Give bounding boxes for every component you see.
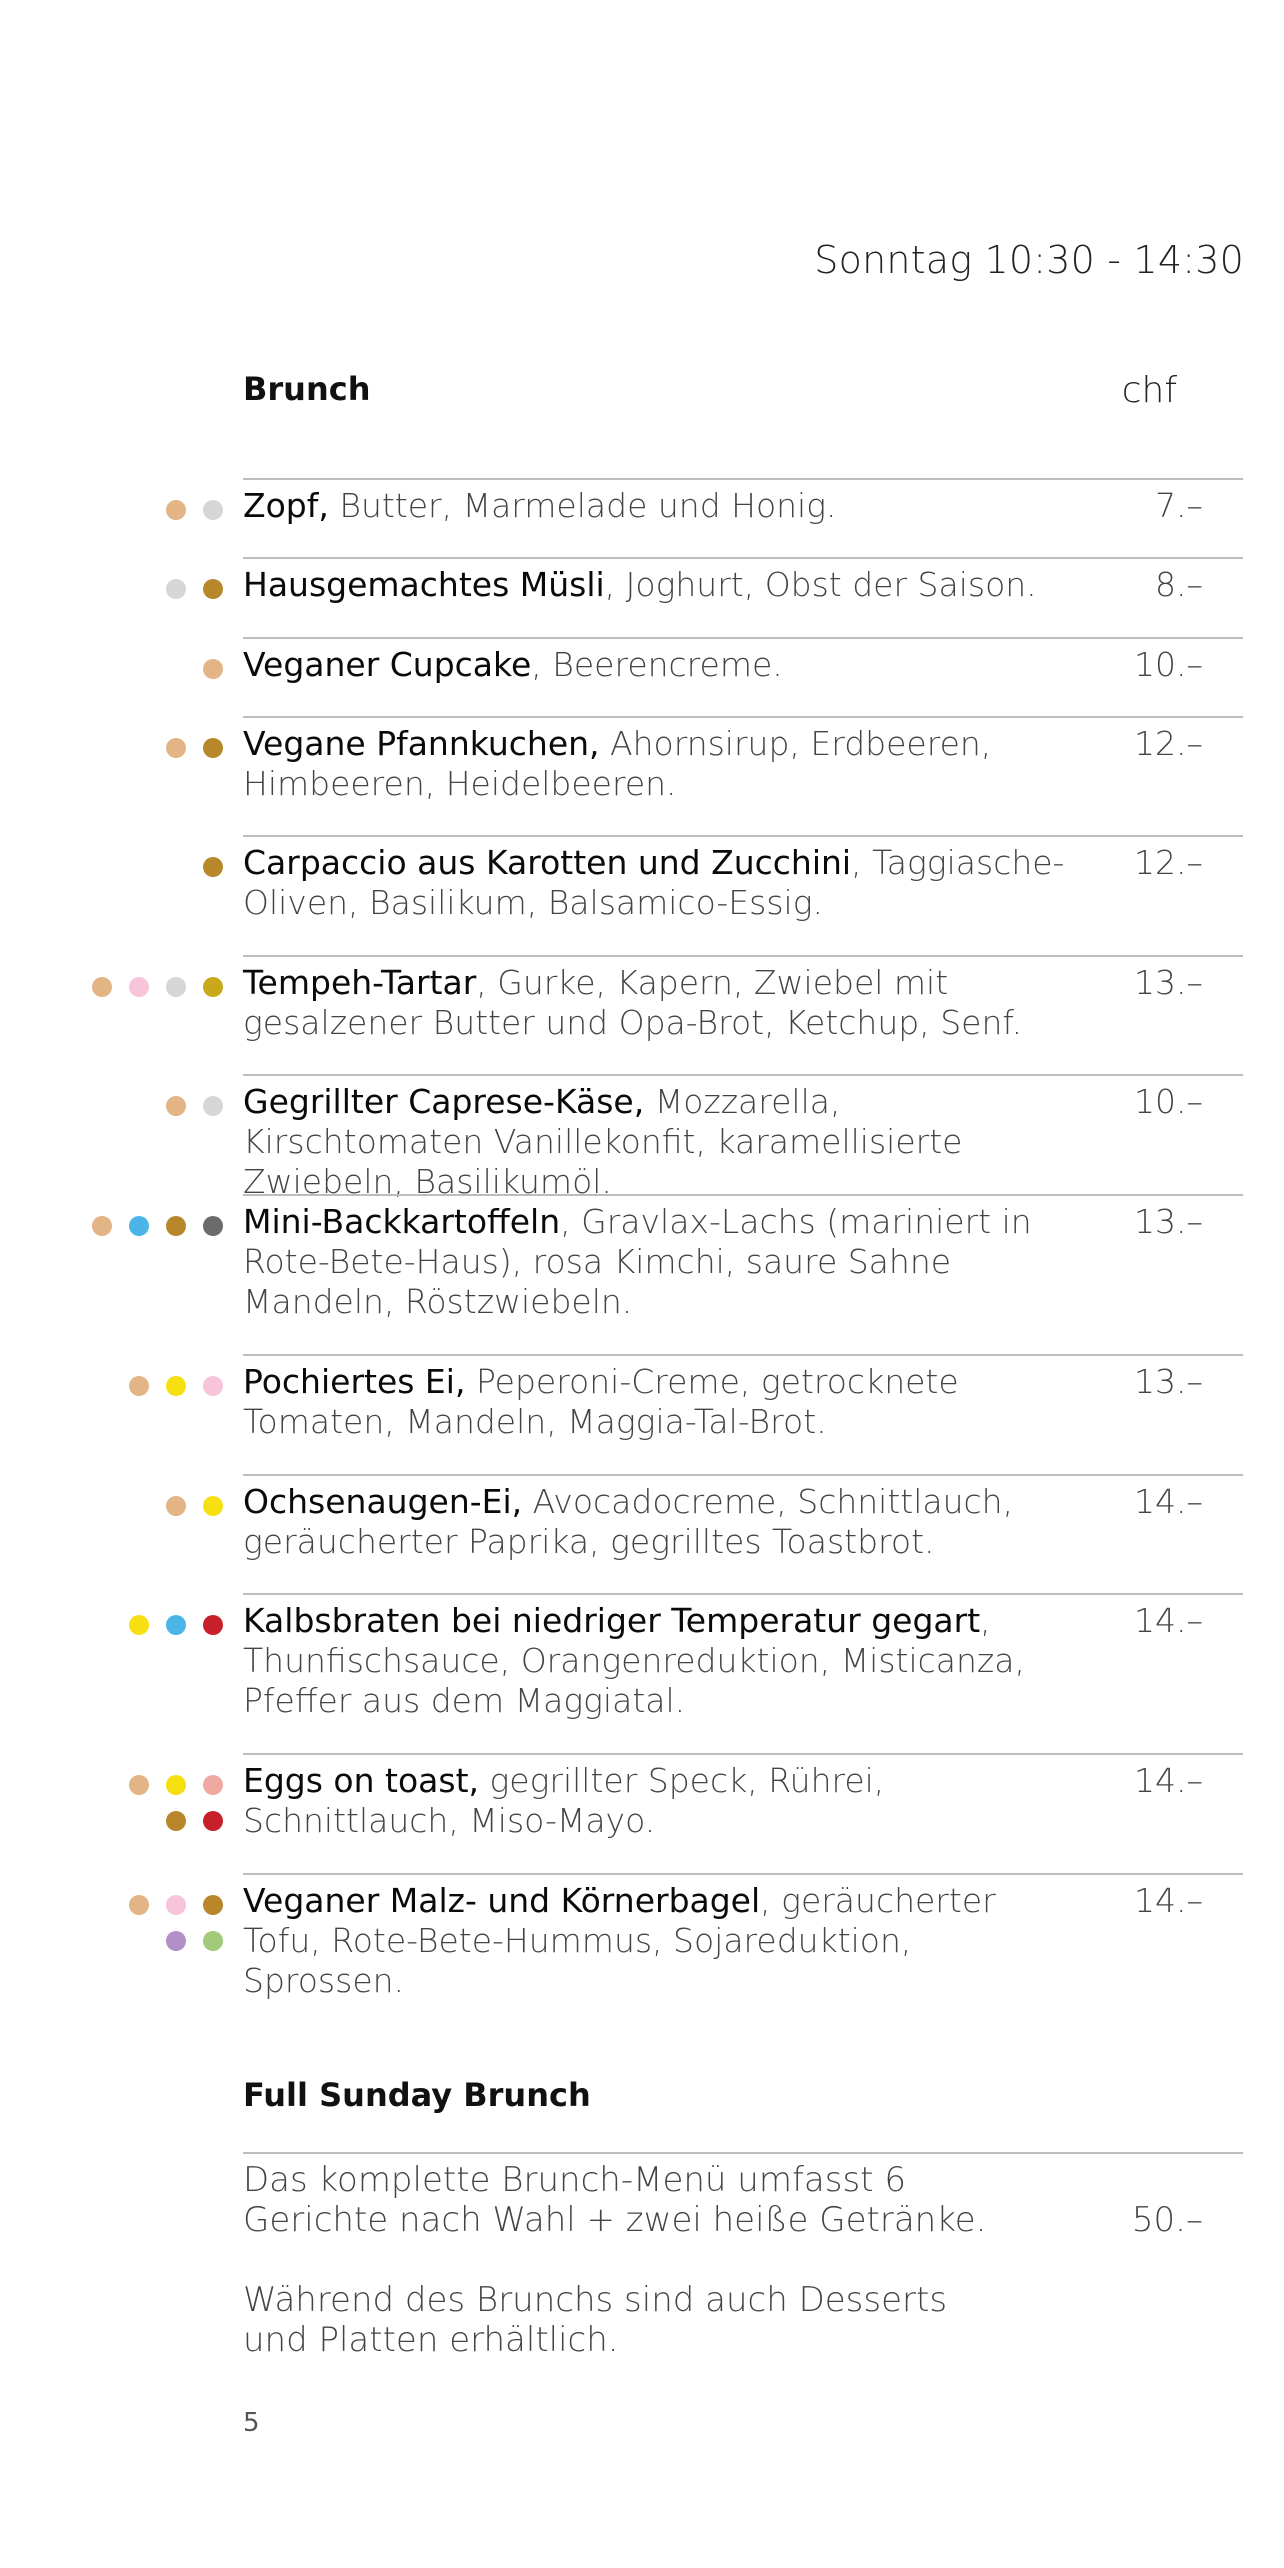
menu-item-description: Avocadocreme, Schnittlauch, geräucherter Paprika, gegrilltes Toastbrot.	[243, 1482, 1014, 1561]
menu-item-text	[243, 645, 1073, 685]
page-number: 5	[243, 2408, 260, 2438]
dietary-dot-icon	[129, 1615, 149, 1635]
dietary-dot-icon	[203, 977, 223, 997]
menu-item	[243, 1593, 1243, 1753]
currency-label: chf	[1121, 370, 1177, 411]
dietary-dots	[203, 857, 223, 877]
menu-item-text	[243, 1881, 1073, 2001]
menu-item-price: 13.–	[1134, 963, 1203, 1002]
dietary-dot-icon	[203, 1496, 223, 1516]
menu-item-text	[243, 1202, 1073, 1322]
menu-item	[243, 637, 1243, 716]
section-title-brunch: Brunch	[243, 370, 371, 408]
dietary-dot-icon	[166, 1615, 186, 1635]
dietary-dot-icon	[203, 1376, 223, 1396]
menu-item-text	[243, 1761, 1073, 1841]
menu-item-description: gegrillter Speck, Rührei, Schnittlauch, Miso-Mayo.	[243, 1761, 885, 1840]
dietary-dots	[129, 1775, 223, 1831]
dietary-dot-icon	[166, 500, 186, 520]
menu-item	[243, 1354, 1243, 1474]
menu-item-description: Ahornsirup, Erdbeeren, Himbeeren, Heidelbeeren.	[243, 724, 992, 803]
dietary-dot-icon	[166, 977, 186, 997]
dietary-dot-icon	[203, 857, 223, 877]
dietary-dot-icon	[203, 1615, 223, 1635]
menu-item-price: 12.–	[1134, 843, 1203, 882]
menu-item-price: 7.–	[1155, 486, 1203, 525]
menu-item-text	[243, 1601, 1073, 1721]
dietary-dot-icon	[166, 1216, 186, 1236]
menu-item-price: 13.–	[1134, 1362, 1203, 1401]
dietary-dot-icon	[203, 1775, 223, 1795]
menu-item-name: Ochsenaugen-Ei,	[243, 1482, 523, 1521]
full-brunch-note: Während des Brunchs sind auch Desserts und Platten erhältlich.	[243, 2280, 948, 2360]
menu-item-name: Kalbsbraten bei niedriger Temperatur gegart	[243, 1601, 981, 1640]
dietary-dots	[166, 738, 223, 758]
menu-item-description: , Beerencreme.	[531, 645, 783, 684]
dietary-dot-icon	[166, 1096, 186, 1116]
menu-item-description: Peperoni-Creme, getrocknete Tomaten, Mandeln, Maggia-Tal-Brot.	[243, 1362, 959, 1441]
menu-item-price: 14.–	[1134, 1761, 1203, 1800]
menu-item-price: 14.–	[1134, 1601, 1203, 1640]
menu-item-price: 14.–	[1134, 1881, 1203, 1920]
menu-item-name: Pochiertes Ei,	[243, 1362, 466, 1401]
menu-item-description: , Gurke, Kapern, Zwiebel mit gesalzener Butter und Opa-Brot, Ketchup, Senf.	[243, 963, 1023, 1042]
menu-item	[243, 1194, 1243, 1354]
menu-item-name: Eggs on toast,	[243, 1761, 479, 1800]
dietary-dot-icon	[203, 738, 223, 758]
menu-item-description: , Taggiasche-Oliven, Basilikum, Balsamico-Essig.	[243, 843, 1065, 922]
dietary-dot-icon	[129, 1376, 149, 1396]
menu-item-name: Hausgemachtes Müsli	[243, 565, 605, 604]
dietary-dot-icon	[166, 1496, 186, 1516]
dietary-dot-icon	[203, 1216, 223, 1236]
dietary-dots	[92, 977, 223, 997]
dietary-dot-icon	[166, 1895, 186, 1915]
menu-item-text	[243, 963, 1073, 1043]
menu-item-text	[243, 1362, 1073, 1442]
dietary-dot-icon	[166, 738, 186, 758]
dietary-dots	[129, 1895, 223, 1951]
dietary-dot-icon	[203, 1895, 223, 1915]
menu-item-text	[243, 724, 1073, 804]
menu-item-name: Zopf,	[243, 486, 329, 525]
full-brunch-price: 50.–	[1131, 2200, 1203, 2240]
dietary-dots	[166, 579, 223, 599]
menu-item-description: , Gravlax-Lachs (mariniert in Rote-Bete-Haus), rosa Kimchi, saure Sahne Mandeln, Röstzwiebeln.	[243, 1202, 1032, 1321]
menu-item-description: , Joghurt, Obst der Saison.	[604, 565, 1037, 604]
dietary-dots	[129, 1615, 223, 1635]
menu-item-name: Veganer Malz- und Körnerbagel	[243, 1881, 761, 1920]
dietary-dots	[203, 659, 223, 679]
menu-item-price: 10.–	[1134, 1082, 1203, 1121]
menu-item	[243, 478, 1243, 557]
menu-item-description: Mozzarella, Kirschtomaten Vanillekonfit, karamellisierte Zwiebeln, Basilikumöl.	[243, 1082, 963, 1201]
dietary-dot-icon	[203, 500, 223, 520]
full-brunch-description: Das komplette Brunch-Menü umfasst 6 Gerichte nach Wahl + zwei heiße Getränke.	[243, 2160, 987, 2240]
menu-item	[243, 716, 1243, 835]
dietary-dot-icon	[166, 579, 186, 599]
opening-hours: Sonntag 10:30 - 14:30	[814, 238, 1244, 282]
dietary-dot-icon	[203, 1096, 223, 1116]
menu-item-price: 12.–	[1134, 724, 1203, 763]
dietary-dot-icon	[166, 1811, 186, 1831]
menu-item-price: 14.–	[1134, 1482, 1203, 1521]
menu-item-text	[243, 565, 1073, 605]
menu-item	[243, 955, 1243, 1074]
dietary-dot-icon	[203, 579, 223, 599]
dietary-dot-icon	[203, 1811, 223, 1831]
menu-item-description: Butter, Marmelade und Honig.	[328, 486, 837, 525]
menu-item-price: 10.–	[1134, 645, 1203, 684]
menu-item-name: Vegane Pfannkuchen,	[243, 724, 600, 763]
dietary-dot-icon	[166, 1376, 186, 1396]
menu-item	[243, 557, 1243, 637]
menu-item	[243, 835, 1243, 955]
dietary-dots	[166, 1496, 223, 1516]
menu-item	[243, 1074, 1243, 1201]
dietary-dot-icon	[129, 1216, 149, 1236]
dietary-dot-icon	[129, 1895, 149, 1915]
menu-item-description: , geräucherter Tofu, Rote-Bete-Hummus, Sojareduktion, Sprossen.	[243, 1881, 996, 2000]
menu-item-name: Carpaccio aus Karotten und Zucchini	[243, 843, 852, 882]
dietary-dot-icon	[203, 659, 223, 679]
dietary-dot-icon	[166, 1931, 186, 1951]
menu-item-text	[243, 1482, 1073, 1562]
dietary-dot-icon	[129, 1775, 149, 1795]
menu-item-text	[243, 486, 1073, 526]
full-brunch-block	[243, 2152, 1243, 2400]
dietary-dots	[166, 500, 223, 520]
menu-item-description: , Thunfischsauce, Orangenreduktion, Misticanza, Pfeffer aus dem Maggiatal.	[243, 1601, 1025, 1720]
dietary-dot-icon	[92, 1216, 112, 1236]
menu-item-name: Gegrillter Caprese-Käse,	[243, 1082, 645, 1121]
dietary-dots	[129, 1376, 223, 1396]
dietary-dot-icon	[203, 1931, 223, 1951]
dietary-dot-icon	[166, 1775, 186, 1795]
menu-item-text	[243, 843, 1073, 923]
menu-item-name: Veganer Cupcake	[243, 645, 532, 684]
dietary-dots	[166, 1096, 223, 1116]
menu-item-text	[243, 1082, 1073, 1202]
dietary-dot-icon	[129, 977, 149, 997]
section-title-full-brunch: Full Sunday Brunch	[243, 2076, 591, 2114]
menu-item	[243, 1753, 1243, 1873]
menu-item-price: 8.–	[1155, 565, 1203, 604]
menu-item	[243, 1474, 1243, 1593]
menu-item	[243, 1873, 1243, 2000]
dietary-dot-icon	[92, 977, 112, 997]
menu-item-name: Tempeh-Tartar	[243, 963, 477, 1002]
dietary-dots	[92, 1216, 223, 1236]
menu-item-name: Mini-Backkartoffeln	[243, 1202, 561, 1241]
menu-item-price: 13.–	[1134, 1202, 1203, 1241]
